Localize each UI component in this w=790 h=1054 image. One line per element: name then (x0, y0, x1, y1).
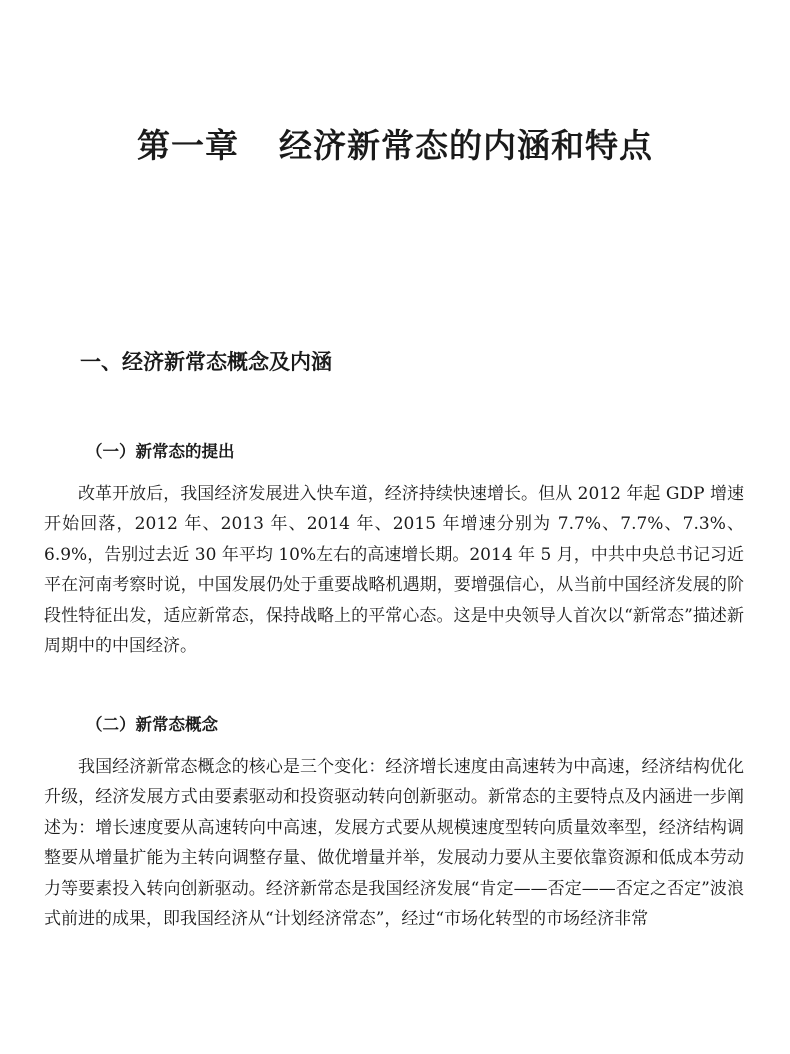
subsection-paragraph-1: 改革开放后，我国经济发展进入快车道，经济持续快速增长。但从 2012 年起 GDP 增速开始回落，2012 年、2013 年、2014 年、2015 年增速分别为 7.7%、7.7%、7.3%、6.9%，告别过去近 30 年平均 10%左右的高速增长期。2014 年 5 月，中共中央总书记习近平在河南考察时说，中国发展仍处于重要战略机遇期，要增强信心，从当前中国经济发展的阶段性特征出发，适应新常态，保持战略上的平常心态。这是中央领导人首次以“新常态”描述新周期中的中国经济。 (44, 484, 744, 657)
section-heading: 一、经济新常态概念及内涵 (80, 350, 332, 375)
subsection-paragraph-2: 我国经济新常态概念的核心是三个变化：经济增长速度由高速转为中高速，经济结构优化升级，经济发展方式由要素驱动和投资驱动转向创新驱动。新常态的主要特点及内涵进一步阐述为：增长速度要从高速转向中高速，发展方式要从规模速度型转向质量效率型，经济结构调整要从增量扩能为主转向调整存量、做优增量并举，发展动力要从主要依靠资源和低成本劳动力等要素投入转向创新驱动。经济新常态是我国经济发展“肯定——否定——否定之否定”波浪式前进的成果，即我国经济从“计划经济常态”，经过“市场化转型的市场经济非常 (44, 757, 744, 930)
chapter-title-text: 经济新常态的内涵和特点 (279, 126, 653, 166)
chapter-number: 第一章 (137, 126, 239, 166)
chapter-title (0, 122, 790, 170)
subsection-heading-1: （一）新常态的提出 (86, 441, 235, 461)
subsection-heading-2: （二）新常态概念 (86, 714, 218, 734)
